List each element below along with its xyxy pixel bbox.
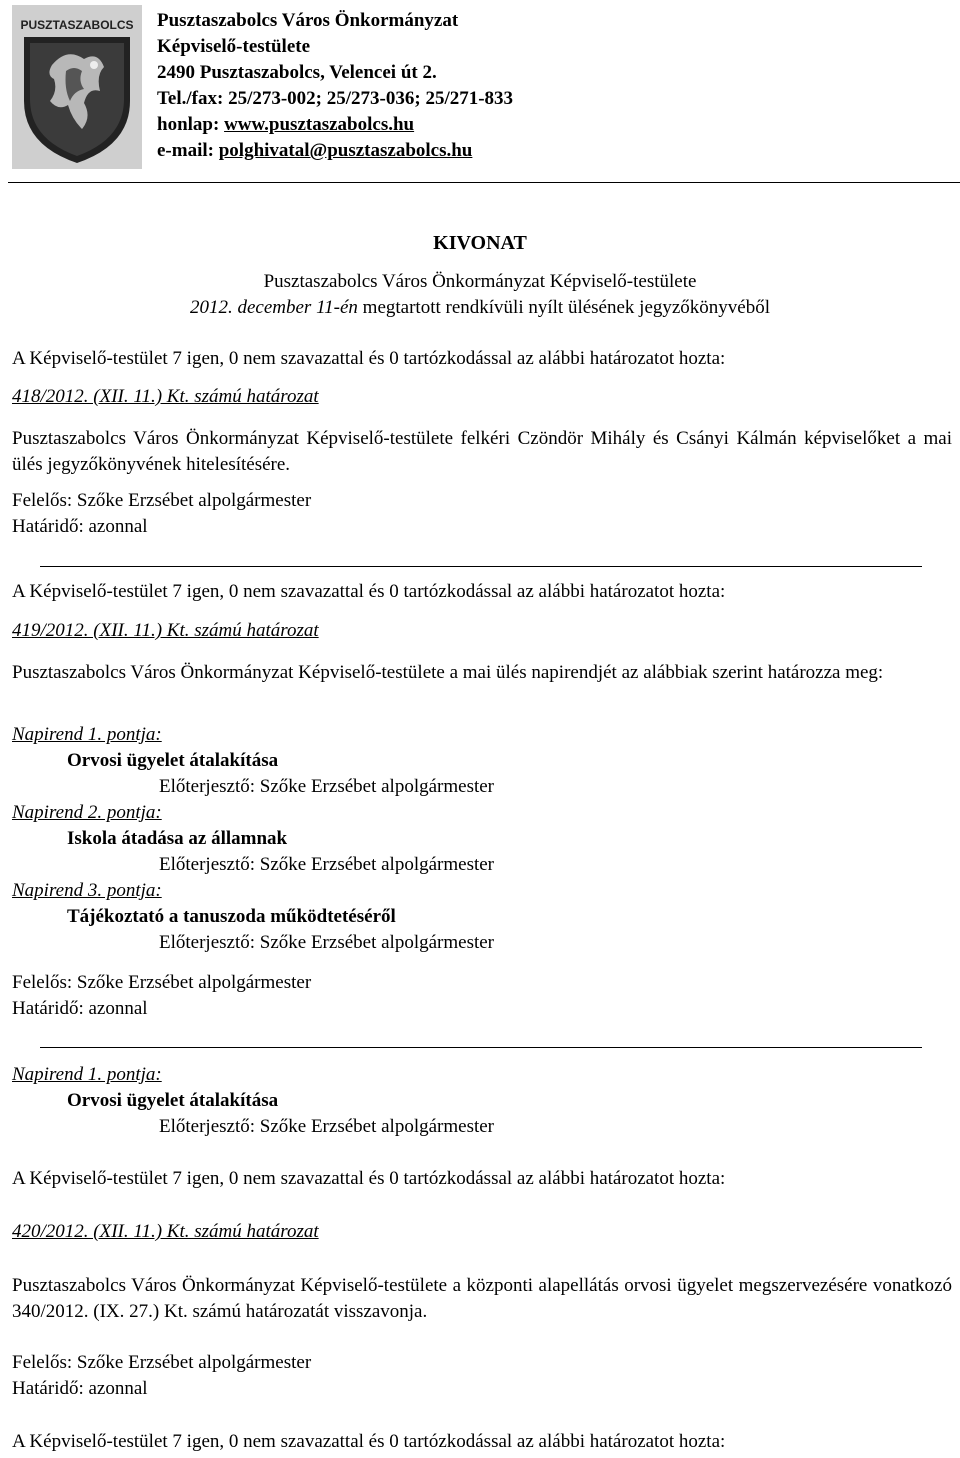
agenda-point-3-presenter: Előterjesztő: Szőke Erzsébet alpolgármester [159, 932, 495, 953]
resolution-419-deadline: Határidő: azonnal [12, 998, 148, 1019]
resolution-419-text: Pusztaszabolcs Város Önkormányzat Képviselő-testülete a mai ülés napirendjét az alábbiak szerint határozza meg: [12, 662, 884, 683]
agenda-point-3-title: Tájékoztató a tanuszoda működtetéséről [67, 906, 396, 927]
header-email [157, 138, 472, 164]
section-divider-2 [40, 1047, 922, 1048]
header-website [157, 112, 414, 138]
document-heading: KIVONAT [433, 232, 527, 254]
header-phone: Tel./fax: 25/273-002; 25/273-036; 25/271-833 [157, 88, 514, 109]
header-line-1: Pusztaszabolcs Város Önkormányzat [157, 10, 459, 31]
document-subtitle-1: Pusztaszabolcs Város Önkormányzat Képviselő-testülete [263, 271, 697, 292]
section-divider-1 [40, 566, 922, 567]
resolution-420-deadline: Határidő: azonnal [12, 1378, 148, 1399]
website-label: honlap: [157, 114, 225, 135]
resolution-420-text: Pusztaszabolcs Város Önkormányzat Képviselő-testülete a központi alapellátás orvosi ügyelet megszervezésére vonatkozó 340/2012. (IX. 27.) Kt. számú határozatát visszavonja. [12, 1275, 952, 1322]
shield-icon [12, 5, 142, 169]
section-point-presenter: Előterjesztő: Szőke Erzsébet alpolgármester [159, 1116, 495, 1137]
section-point-title: Orvosi ügyelet átalakítása [67, 1090, 279, 1111]
vote-text-4: A Képviselő-testület 7 igen, 0 nem szavazattal és 0 tartózkodással az alábbi határozatot hozta: [12, 1431, 726, 1452]
logo-text: PUSZTASZABOLCS [20, 18, 134, 32]
resolution-418-deadline: Határidő: azonnal [12, 516, 148, 537]
agenda-point-1-label: Napirend 1. pontja: [12, 724, 162, 745]
agenda-point-1-presenter: Előterjesztő: Szőke Erzsébet alpolgármester [159, 776, 495, 797]
resolution-418-text: Pusztaszabolcs Város Önkormányzat Képviselő-testülete felkéri Czöndör Mihály és Csányi Kálmán képviselőket a mai ülés jegyzőkönyvének hitelesítésére. [12, 428, 952, 475]
email-label: e-mail: [157, 140, 219, 161]
resolution-418-responsible: Felelős: Szőke Erzsébet alpolgármester [12, 490, 312, 511]
email-link[interactable]: polghivatal@pusztaszabolcs.hu [218, 140, 473, 161]
coat-of-arms-logo [12, 5, 142, 169]
header-line-2: Képviselő-testülete [157, 36, 311, 57]
website-link[interactable]: www.pusztaszabolcs.hu [224, 114, 415, 135]
vote-text-2: A Képviselő-testület 7 igen, 0 nem szavazattal és 0 tartózkodással az alábbi határozatot hozta: [12, 581, 726, 602]
resolution-420-responsible: Felelős: Szőke Erzsébet alpolgármester [12, 1352, 312, 1373]
resolution-419-body [12, 660, 952, 686]
vote-text-1: A Képviselő-testület 7 igen, 0 nem szavazattal és 0 tartózkodással az alábbi határozatot hozta: [12, 348, 726, 369]
agenda-point-2-label: Napirend 2. pontja: [12, 802, 162, 823]
agenda-point-2-title: Iskola átadása az államnak [67, 828, 288, 849]
agenda-point-1-title: Orvosi ügyelet átalakítása [67, 750, 279, 771]
agenda-point-3-label: Napirend 3. pontja: [12, 880, 162, 901]
session-description: megtartott rendkívüli nyílt ülésének jegyzőkönyvéből [357, 297, 771, 318]
resolution-419-number: 419/2012. (XII. 11.) Kt. számú határozat [12, 620, 319, 641]
resolution-418-number: 418/2012. (XII. 11.) Kt. számú határozat [12, 386, 319, 407]
resolution-420-number: 420/2012. (XII. 11.) Kt. számú határozat [12, 1221, 319, 1242]
header-address: 2490 Pusztaszabolcs, Velencei út 2. [157, 62, 437, 83]
section-point-label: Napirend 1. pontja: [12, 1064, 162, 1085]
resolution-418-body [12, 426, 952, 478]
agenda-point-2-presenter: Előterjesztő: Szőke Erzsébet alpolgármester [159, 854, 495, 875]
vote-text-3: A Képviselő-testület 7 igen, 0 nem szavazattal és 0 tartózkodással az alábbi határozatot hozta: [12, 1168, 726, 1189]
header-divider [8, 182, 960, 183]
resolution-419-responsible: Felelős: Szőke Erzsébet alpolgármester [12, 972, 312, 993]
resolution-420-body [12, 1273, 952, 1325]
document-subtitle-2 [0, 297, 960, 319]
session-date: 2012. december 11-én [189, 297, 358, 318]
